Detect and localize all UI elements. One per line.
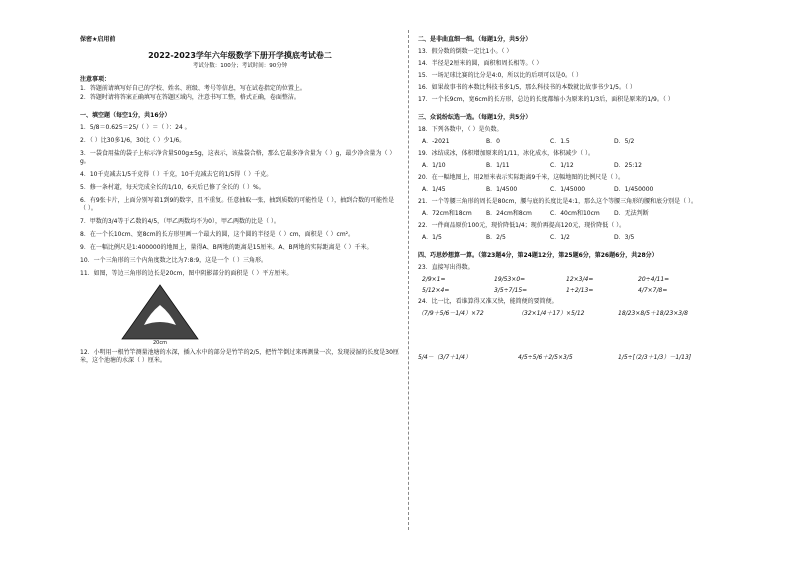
question-9: 9．在一幅比例尺是1:400000的地图上，量得A、B两地的距离是15厘米。A、B两地的实际距离是（ ）千米。 (80, 244, 373, 251)
question-6: 6．有9张卡片，上面分别写着1到9的数字，且不重复。任意抽取一张，抽到质数的可能性是（ ），抽到合数的可能性是（ ）。 (80, 197, 395, 212)
calc-item: 5/12×4= (422, 287, 450, 294)
column-divider (408, 30, 409, 530)
section-1-heading: 一、填空题（每空1分，共16分） (80, 112, 171, 119)
option-d: D．1/450000 (614, 186, 654, 193)
option-b: B．1/11 (486, 162, 510, 169)
notice-item: 2．答题时请将答案正确填写在答题区域内，注意书写工整，格式正确，卷面整洁。 (80, 94, 300, 101)
calc-item: （7/9＋5/6－1/4）×72 (418, 310, 484, 317)
choice-options (422, 186, 718, 194)
exam-subtitle: 考试分数：100分；考试时间：90分钟 (192, 63, 288, 69)
option-b: B．1/4500 (486, 186, 518, 193)
calc-row (422, 276, 718, 284)
choice-options (422, 210, 718, 218)
option-d: D．25:12 (614, 162, 642, 169)
choice-question: 20．在一幅地图上，用2厘米表示实际距离9千米，这幅地图的比例尺是（ ）。 (418, 174, 625, 181)
judge-question: 13．假分数的倒数一定比1小。（ ） (418, 48, 513, 55)
option-c: C．1/45000 (550, 186, 586, 193)
choice-question: 18．下列各数中，（ ）是负数。 (418, 126, 503, 133)
calc-item: 12×3/4= (566, 276, 594, 283)
judge-question: 17．一个长9cm，宽6cm的长方形，总边的长度都缩小为原来的1/3后，面积是原来的1/9。（ ） (418, 96, 674, 103)
calc-item: 18/23×8/5＋18/23×3/8 (618, 310, 688, 317)
calc-item: 4/7×7/8= (638, 287, 668, 294)
section-2-heading: 二、是非曲直细一细。（每题1分，共5分） (418, 36, 532, 43)
option-a: A．1/45 (422, 186, 446, 193)
calc-item: （32×1/4＋17）×5/12 (518, 310, 585, 317)
option-a: A．1/5 (422, 234, 442, 241)
calc-row (418, 310, 718, 318)
option-d: D．5/2 (614, 138, 635, 145)
choice-question: 21．一个等腰三角形的周长是80cm，腰与底的长度比是4:1，那么这个等腰三角形的腰和底分别是（ ）。 (418, 198, 697, 205)
question-2: 2．（ ）比30多1/6，30比（ ）少1/6。 (80, 137, 186, 144)
work-space (418, 321, 718, 351)
option-b: B．0 (486, 138, 500, 145)
judge-question: 16．如果故事书的本数比科技书多1/5，那么科技书的本数就比故事书少1/5。（ ） (418, 84, 636, 91)
calc-item: 1/5÷[（2/3＋1/3）－1/13] (618, 354, 692, 361)
option-c: C．1/2 (550, 234, 570, 241)
question-5: 5．修一条村道，每天完成全长的1/10，6天后已修了全长的（ ）%。 (80, 184, 265, 191)
choice-options (422, 138, 718, 146)
option-a: A．1/10 (422, 162, 446, 169)
question-10: 10．一个三角形的三个内角度数之比为7:8:9，这是一个（ ）三角形。 (80, 257, 268, 264)
option-d: D．无法判断 (614, 210, 649, 217)
question-11: 11．如图，等边三角形的边长是20cm，图中阴影部分的面积是（ ）平方厘米。 (80, 270, 293, 277)
question-4: 4．10千克减去1/5千克得（ ）千克，10千克减去它的1/5得（ ）千克。 (80, 171, 273, 178)
choice-options (422, 162, 718, 170)
notice-item: 1．答题前请填写好自己的学校、姓名、班级、考号等信息，写在试卷指定的位置上。 (80, 85, 306, 92)
option-b: B．24cm和8cm (486, 210, 532, 217)
choice-question: 19．冰结成冰，体积增加原来的1/11，冰化成水，体积减少（ ）。 (418, 150, 595, 157)
secret-label: 保密★启用前 (80, 36, 116, 43)
judge-question: 15．一场足球比赛的比分是4:0，所以比的后项可以是0。（ ） (418, 72, 583, 79)
question-12: 12．小明用一根竹竿测量池塘的水深，插入水中的部分是竹竿的2/5，把竹竿倒过来再测量一次，发现浸湿的长度是30厘米，这个池塘的水深（ ）厘米。 (80, 349, 399, 364)
calc-row (422, 287, 718, 295)
question-7: 7．甲数的3/4等于乙数的4/5，（甲乙两数均不为0），甲乙两数的比是（ ）。 (80, 218, 280, 225)
option-d: D．3/5 (614, 234, 635, 241)
left-column (80, 36, 400, 370)
calc-item: 3/5÷7/15= (494, 287, 528, 294)
right-column (418, 36, 718, 365)
figure-label: 20cm (153, 340, 167, 345)
judge-question: 14．半径是2厘米的圆，面积和周长相等。（ ） (418, 60, 543, 67)
option-b: B．2/5 (486, 234, 506, 241)
calc-item: 1÷2/13= (566, 287, 594, 294)
question-8: 8．在一个长10cm、宽8cm的长方形里画一个最大的圆，这个圆的半径是（ ）cm，面积是（ ）cm²。 (80, 231, 355, 238)
question-23: 23．直接写出得数。 (418, 264, 474, 271)
calc-item: 5/4－（3/7＋1/4） (418, 354, 471, 361)
notice-heading: 注意事项： (80, 76, 111, 83)
option-c: C．1.5 (550, 138, 570, 145)
question-24: 24．比一比，看谁算得又准又快，能简便的要简便。 (418, 298, 558, 305)
option-c: C．40cm和10cm (550, 210, 600, 217)
choice-options (422, 234, 718, 242)
section-4-heading: 四、巧思妙想算一算。（第23题4分，第24题12分，第25题6分，第26题6分，共28分） (418, 252, 658, 259)
calc-item: 2/9×1= (422, 276, 446, 283)
choice-question: 22．一件商品原价100元，现价降低1/4；现价再提高120元，现价降低（ ）。 (418, 222, 626, 229)
option-a: A．-2021 (422, 138, 450, 145)
calc-item: 4/5÷5/6＋2/5×3/5 (518, 354, 573, 361)
question-3: 3．一袋食用盐的袋子上标示净含量500g±5g，这表示，该盐袋合格，那么它最多净含量为（ ）g，最少净含量为（ ）g。 (80, 150, 396, 165)
section-3-heading: 三、众说纷纭选一选。（每题1分，共5分） (418, 114, 532, 121)
triangle-figure (120, 283, 200, 345)
option-c: C．1/12 (550, 162, 574, 169)
calc-item: 20÷4/11= (638, 276, 670, 283)
calc-item: 19/53×0= (494, 276, 526, 283)
exam-title: 2022-2023学年六年级数学下册开学摸底考试卷二 (148, 51, 332, 60)
question-1: 1．5/8＝0.625＝25/（ ）＝（ ）：24 。 (80, 124, 191, 131)
calc-row (418, 354, 718, 362)
option-a: A．72cm和18cm (422, 210, 472, 217)
